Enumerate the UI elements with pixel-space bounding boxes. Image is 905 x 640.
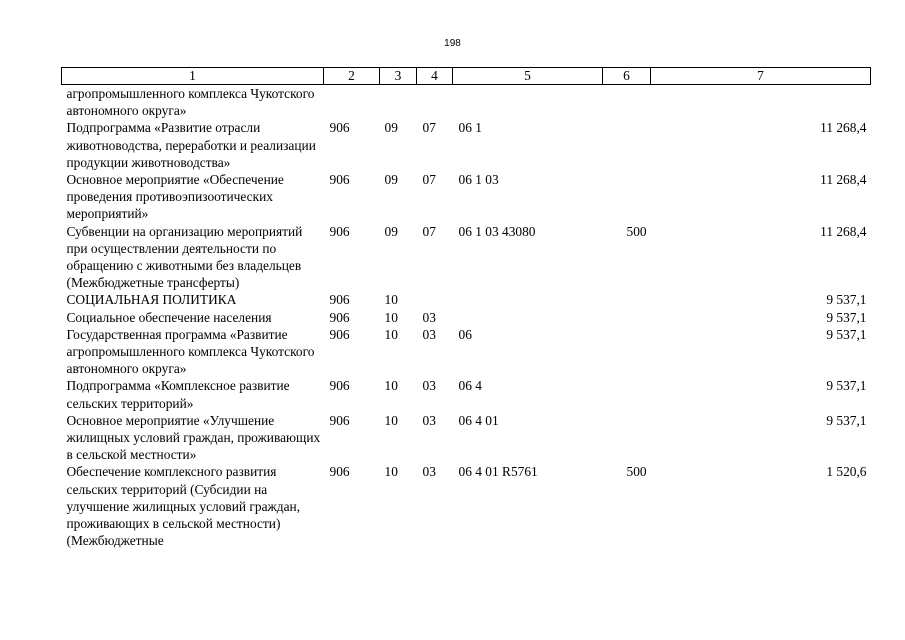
table-row	[62, 309, 871, 326]
row-target-article: 06 1 03 43080	[458, 223, 536, 239]
table-row	[62, 85, 871, 120]
table-row	[62, 326, 871, 378]
row-expense-type	[603, 171, 651, 223]
row-target-article: 06 4 01	[458, 412, 499, 428]
row-amount: 1 520,6	[826, 464, 867, 480]
row-subsection: 03	[422, 326, 436, 342]
column-number-row	[62, 68, 871, 85]
row-target-article	[453, 309, 603, 326]
row-target-article: 06 1 03	[458, 172, 499, 188]
row-section: 10	[384, 464, 398, 480]
row-amount: 11 268,4	[820, 223, 867, 239]
row-section: 10	[384, 412, 398, 428]
row-expense-type	[603, 119, 651, 171]
column-header: 4	[417, 68, 453, 85]
row-amount: 11 268,4	[820, 172, 867, 188]
table-row	[62, 377, 871, 411]
row-section: 10	[384, 326, 398, 342]
row-target-article: 06 4	[458, 378, 482, 394]
row-expense-type	[603, 85, 651, 120]
row-name: Социальное обеспечение населения	[66, 309, 272, 325]
row-target-article: 06 4 01 R5761	[458, 464, 538, 480]
row-name: СОЦИАЛЬНАЯ ПОЛИТИКА	[66, 292, 237, 308]
table-row	[62, 412, 871, 464]
row-subsection: 03	[422, 378, 436, 394]
column-header: 6	[603, 68, 651, 85]
row-name: агропромышленного комплекса Чукотского автономного округа»	[66, 86, 315, 119]
row-subsection: 03	[422, 412, 436, 428]
row-grbs-code: 906	[329, 464, 350, 480]
table-row	[62, 171, 871, 223]
row-subsection: 03	[422, 309, 436, 325]
table-row	[62, 463, 871, 549]
row-grbs-code: 906	[329, 292, 350, 308]
row-grbs-code: 906	[329, 309, 350, 325]
row-section: 10	[384, 378, 398, 394]
row-subsection	[417, 291, 453, 308]
row-grbs-code: 906	[329, 378, 350, 394]
row-name: Основное мероприятие «Улучшение жилищных условий граждан, проживающих в сельской местности»	[66, 412, 321, 463]
row-expense-type	[603, 309, 651, 326]
row-section: 10	[384, 309, 398, 325]
column-header: 1	[62, 68, 324, 85]
column-header: 3	[380, 68, 417, 85]
row-expense-type	[603, 326, 651, 378]
column-header: 2	[324, 68, 380, 85]
row-target-article	[453, 291, 603, 308]
row-subsection: 07	[422, 120, 436, 136]
row-target-article	[453, 85, 603, 120]
row-name: Подпрограмма «Развитие отрасли животноводства, переработки и реализации продукции животноводства»	[66, 120, 316, 170]
row-name: Обеспечение комплексного развития сельских территорий (Субсидии на улучшение жилищных условий граждан, проживающих в сельской местности) (Межбюджетные	[66, 464, 301, 549]
row-section: 10	[384, 292, 398, 308]
row-section	[380, 85, 417, 120]
row-amount: 9 537,1	[826, 292, 867, 308]
budget-table-page	[61, 67, 870, 549]
row-expense-type: 500	[626, 223, 647, 239]
row-subsection: 03	[422, 464, 436, 480]
row-name: Государственная программа «Развитие агропромышленного комплекса Чукотского автономного округа»	[66, 326, 315, 377]
row-grbs-code: 906	[329, 412, 350, 428]
table-row	[62, 223, 871, 292]
row-amount: 11 268,4	[820, 120, 867, 136]
row-subsection	[417, 85, 453, 120]
row-expense-type	[603, 291, 651, 308]
row-expense-type	[603, 412, 651, 464]
table-row	[62, 119, 871, 171]
page-number: 198	[444, 38, 461, 49]
row-name: Основное мероприятие «Обеспечение проведения противоэпизоотических мероприятий»	[66, 172, 284, 222]
row-amount: 9 537,1	[826, 412, 867, 428]
row-expense-type	[603, 377, 651, 411]
row-section: 09	[384, 120, 398, 136]
row-subsection: 07	[422, 172, 436, 188]
row-target-article: 06	[458, 326, 472, 342]
row-grbs-code: 906	[329, 326, 350, 342]
row-expense-type: 500	[626, 464, 647, 480]
budget-table	[61, 67, 871, 549]
row-grbs-code	[324, 85, 380, 120]
row-name: Подпрограмма «Комплексное развитие сельских территорий»	[66, 378, 290, 411]
column-header: 7	[651, 68, 871, 85]
row-subsection: 07	[422, 223, 436, 239]
column-header: 5	[453, 68, 603, 85]
table-row	[62, 291, 871, 308]
row-section: 09	[384, 172, 398, 188]
row-target-article: 06 1	[458, 120, 482, 136]
row-amount: 9 537,1	[826, 378, 867, 394]
row-section: 09	[384, 223, 398, 239]
row-name: Субвенции на организацию мероприятий при осуществлении деятельности по обращению с животными без владельцев (Межбюджетные трансферты)	[66, 223, 303, 291]
row-amount: 9 537,1	[826, 326, 867, 342]
row-grbs-code: 906	[329, 120, 350, 136]
row-grbs-code: 906	[329, 172, 350, 188]
row-amount: 9 537,1	[826, 309, 867, 325]
row-amount	[651, 85, 871, 120]
row-grbs-code: 906	[329, 223, 350, 239]
